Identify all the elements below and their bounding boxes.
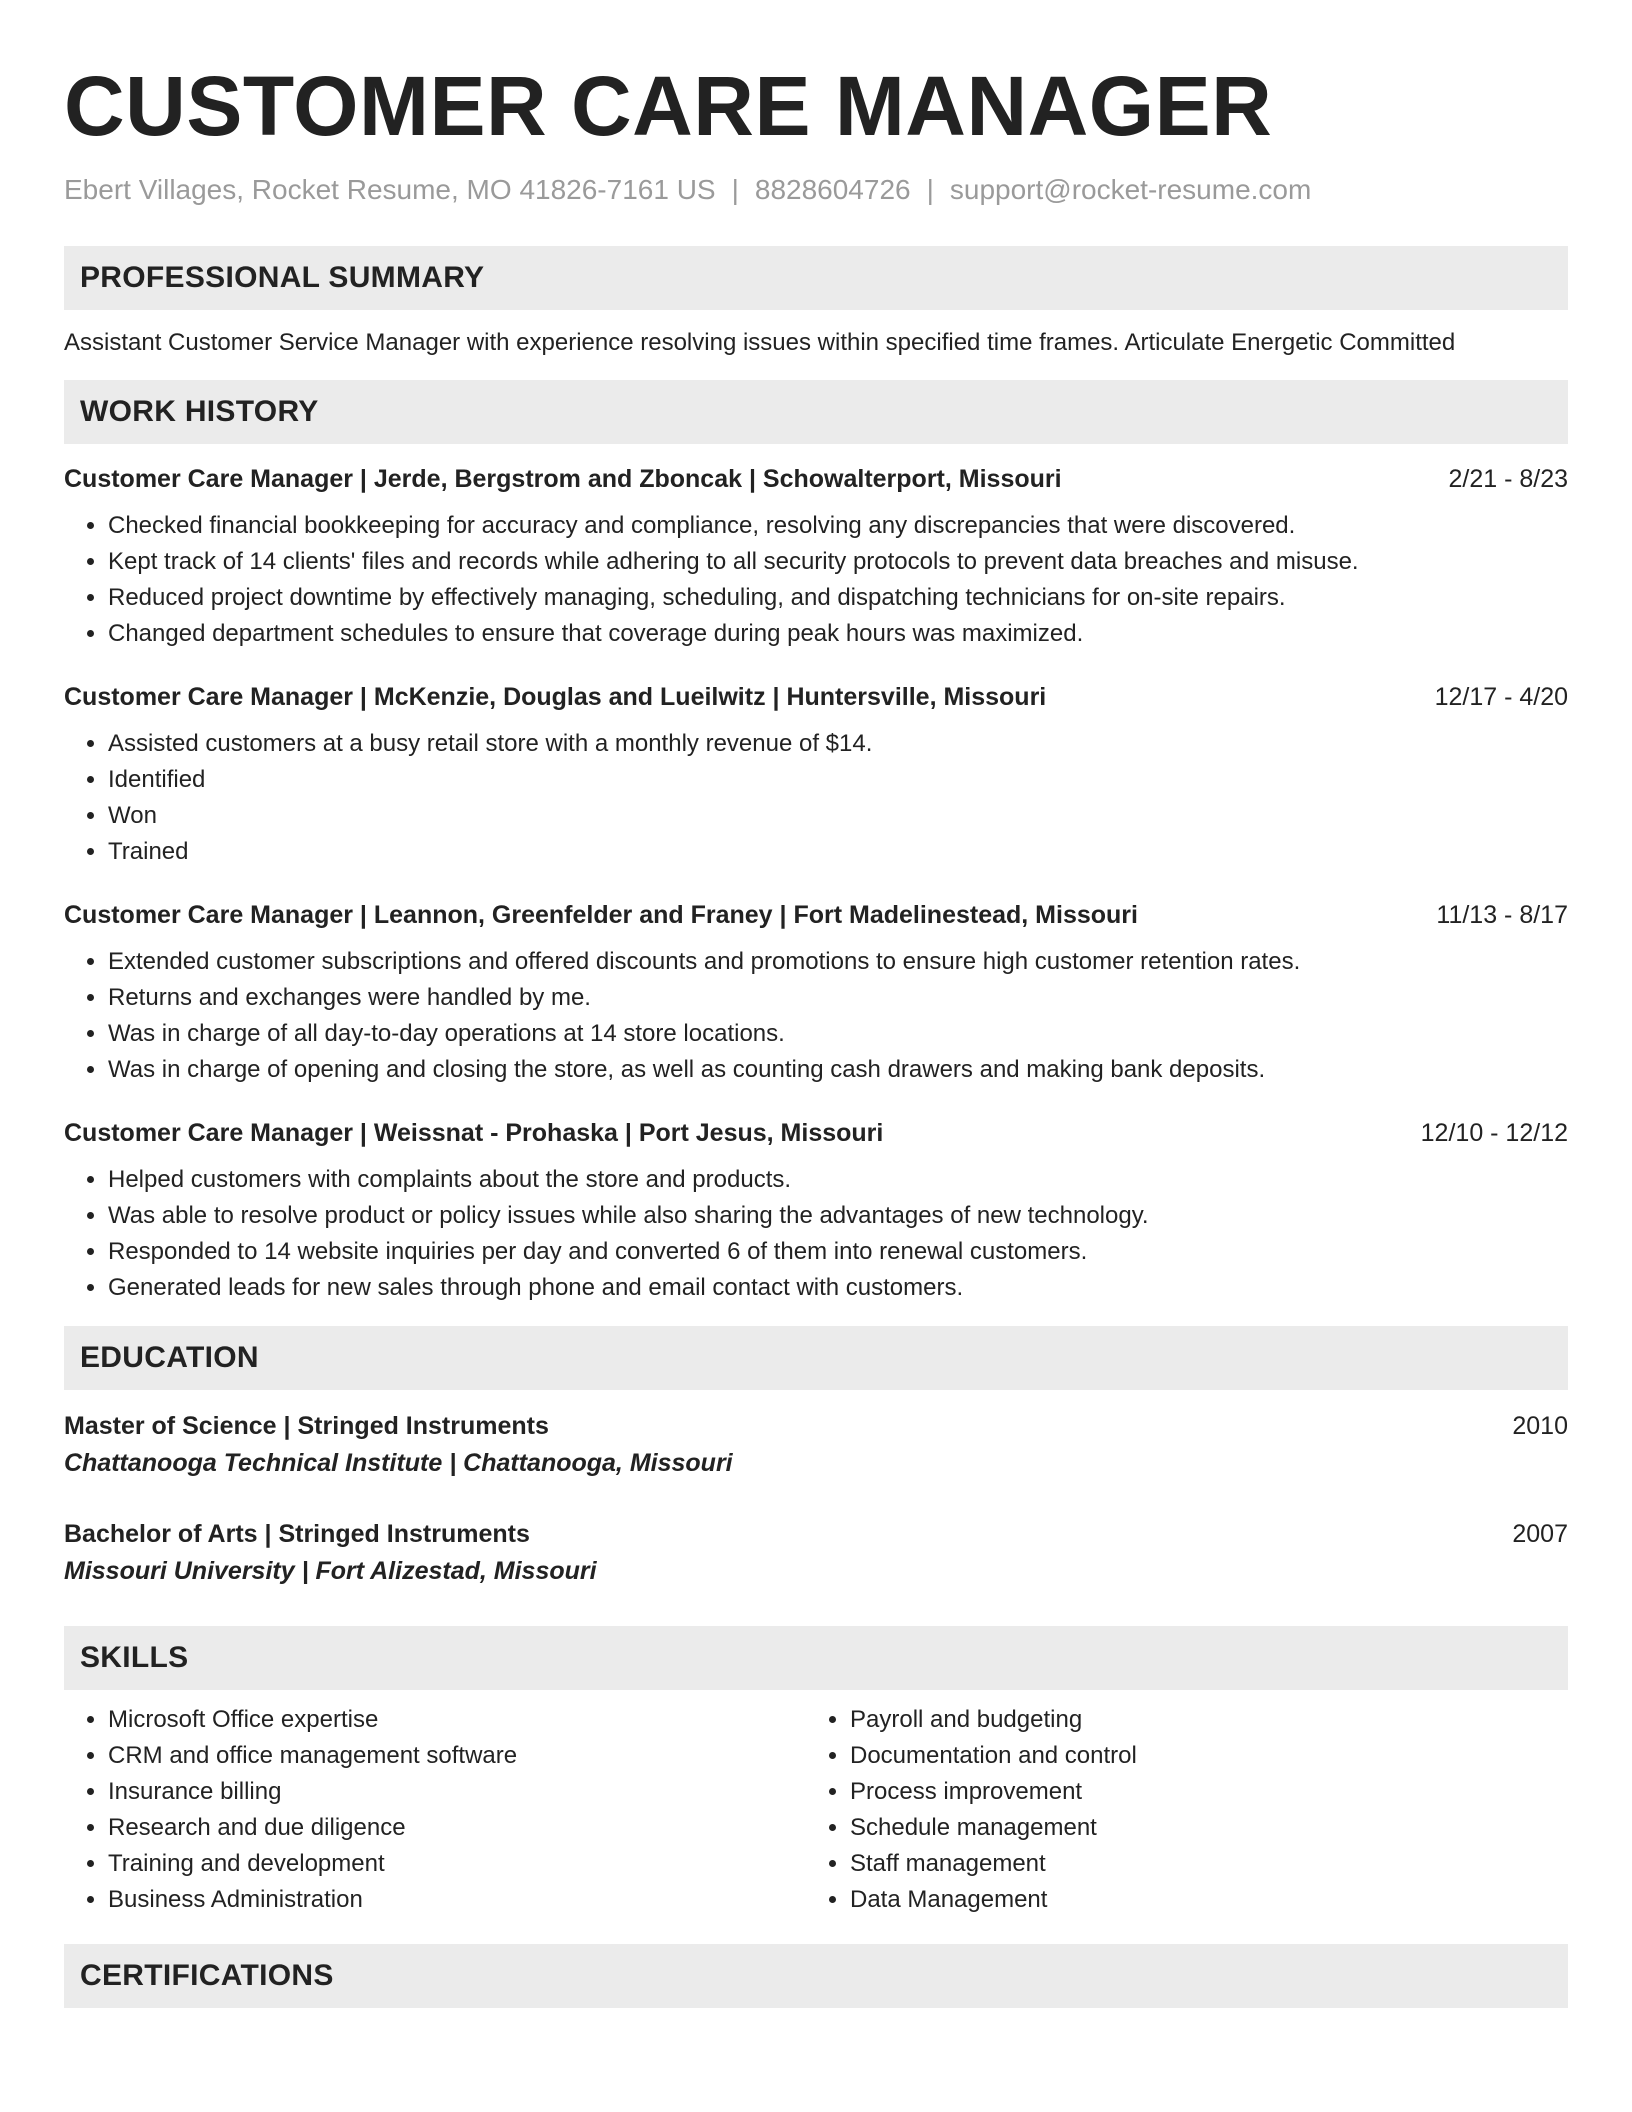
job-bullet: • Was in charge of all day-to-day operations at 14 store locations.: [108, 1016, 1568, 1052]
job-bullet: • Identified: [108, 762, 1568, 798]
job-bullet: • Responded to 14 website inquiries per day and converted 6 of them into renewal customers.: [108, 1234, 1568, 1270]
job-entry: [64, 898, 1568, 1088]
contact-line: [64, 170, 1568, 210]
contact-phone: 8828604726: [754, 174, 911, 205]
skill-item: • Payroll and budgeting: [850, 1702, 1548, 1738]
skill-item: • CRM and office management software: [108, 1738, 806, 1774]
job-bullet: • Helped customers with complaints about the store and products.: [108, 1162, 1568, 1198]
skill-item: • Training and development: [108, 1846, 806, 1882]
job-bullet: • Changed department schedules to ensure that coverage during peak hours was maximized.: [108, 616, 1568, 652]
job-bullets: [64, 726, 1568, 870]
job-dates: 11/13 - 8/17: [1436, 901, 1568, 929]
education-degree: Bachelor of Arts | Stringed Instruments: [64, 1520, 530, 1548]
job-bullets: [64, 508, 1568, 652]
education-entry: [64, 1408, 1568, 1482]
job-title: Customer Care Manager | Weissnat - Prohaska | Port Jesus, Missouri: [64, 1119, 884, 1147]
summary-text: Assistant Customer Service Manager with experience resolving issues within specified time frames. Articulate Energetic Committed: [64, 329, 1456, 356]
job-bullet: • Was able to resolve product or policy issues while also sharing the advantages of new technology.: [108, 1198, 1568, 1234]
education-entry: [64, 1516, 1568, 1590]
skill-item: • Insurance billing: [108, 1774, 806, 1810]
skills-column-right: [806, 1702, 1548, 1918]
job-bullet: • Was in charge of opening and closing the store, as well as counting cash drawers and making bank deposits.: [108, 1052, 1568, 1088]
job-bullet: • Kept track of 14 clients' files and records while adhering to all security protocols to prevent data breaches and misuse.: [108, 544, 1568, 580]
job-entry: [64, 1116, 1568, 1306]
job-bullet: • Returns and exchanges were handled by me.: [108, 980, 1568, 1016]
job-bullet: • Trained: [108, 834, 1568, 870]
skill-item: • Data Management: [850, 1882, 1548, 1918]
job-entry: [64, 680, 1568, 870]
section-header-summary: PROFESSIONAL SUMMARY: [64, 246, 1568, 310]
resume-title: CUSTOMER CARE MANAGER: [64, 59, 1273, 153]
skill-item: • Schedule management: [850, 1810, 1548, 1846]
skill-item: • Documentation and control: [850, 1738, 1548, 1774]
section-header-certifications: CERTIFICATIONS: [64, 1944, 1568, 2008]
job-title: Customer Care Manager | Leannon, Greenfelder and Franey | Fort Madelinestead, Missouri: [64, 901, 1138, 929]
job-dates: 12/17 - 4/20: [1434, 683, 1568, 711]
skill-item: • Research and due diligence: [108, 1810, 806, 1846]
education-degree: Master of Science | Stringed Instruments: [64, 1412, 549, 1440]
section-header-work-history: WORK HISTORY: [64, 380, 1568, 444]
job-bullet: • Assisted customers at a busy retail store with a monthly revenue of $14.: [108, 726, 1568, 762]
skills-list: [64, 1702, 1568, 1918]
education-year: 2007: [1512, 1520, 1568, 1548]
job-bullet: • Generated leads for new sales through phone and email contact with customers.: [108, 1270, 1568, 1306]
job-entry: [64, 462, 1568, 652]
job-bullet: • Reduced project downtime by effectively managing, scheduling, and dispatching technicians for on-site repairs.: [108, 580, 1568, 616]
contact-email[interactable]: support@rocket-resume.com: [949, 174, 1312, 205]
job-bullets: [64, 944, 1568, 1088]
section-header-education: EDUCATION: [64, 1326, 1568, 1390]
job-bullet: • Extended customer subscriptions and offered discounts and promotions to ensure high customer retention rates.: [108, 944, 1568, 980]
job-bullet: • Checked financial bookkeeping for accuracy and compliance, resolving any discrepancies that were discovered.: [108, 508, 1568, 544]
contact-separator: |: [731, 174, 739, 205]
job-title: Customer Care Manager | Jerde, Bergstrom and Zboncak | Schowalterport, Missouri: [64, 465, 1062, 493]
skills-column-left: [64, 1702, 806, 1918]
contact-separator: |: [926, 174, 934, 205]
skill-item: • Process improvement: [850, 1774, 1548, 1810]
job-title: Customer Care Manager | McKenzie, Douglas and Lueilwitz | Huntersville, Missouri: [64, 683, 1047, 711]
section-header-skills: SKILLS: [64, 1626, 1568, 1690]
education-school: Chattanooga Technical Institute | Chattanooga, Missouri: [64, 1449, 733, 1477]
skill-item: • Staff management: [850, 1846, 1548, 1882]
job-dates: 12/10 - 12/12: [1420, 1119, 1568, 1147]
job-bullets: [64, 1162, 1568, 1306]
job-dates: 2/21 - 8/23: [1448, 465, 1568, 493]
resume-page: [64, 0, 1568, 2008]
skill-item: • Microsoft Office expertise: [108, 1702, 806, 1738]
job-bullet: • Won: [108, 798, 1568, 834]
skill-item: • Business Administration: [108, 1882, 806, 1918]
education-school: Missouri University | Fort Alizestad, Missouri: [64, 1557, 597, 1585]
contact-address: Ebert Villages, Rocket Resume, MO 41826-7161 US: [64, 174, 716, 205]
education-year: 2010: [1512, 1412, 1568, 1440]
